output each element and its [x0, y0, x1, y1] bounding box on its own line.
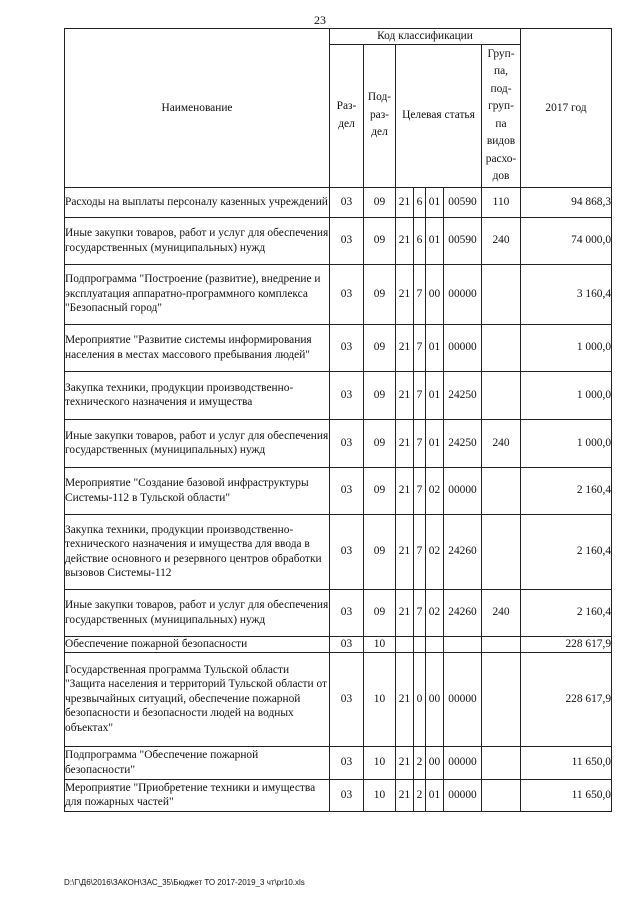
table-row: [65, 324, 612, 371]
row-expense-type: [482, 514, 521, 589]
row-amount: 2 160,4: [521, 467, 612, 514]
row-target-subprogram: 2: [414, 746, 426, 779]
row-target-subprogram: 7: [414, 324, 426, 371]
row-name: Закупка техники, продукции производственно-технического назначения и имущества для ввода в действие основного и резервного центров обработки вызовов Системы-112: [65, 514, 330, 589]
row-target-subprogram: 0: [414, 652, 426, 746]
table-row: [65, 589, 612, 636]
header-code: Код классификации: [330, 29, 521, 45]
row-target-subprogram: 7: [414, 589, 426, 636]
row-amount: 74 000,0: [521, 217, 612, 264]
table-body: [65, 187, 612, 811]
row-expense-type: 240: [482, 589, 521, 636]
row-section: 03: [330, 419, 364, 467]
row-section: 03: [330, 467, 364, 514]
header-target: Целевая статья: [396, 44, 482, 187]
row-target-program: 21: [396, 779, 414, 811]
table-row: [65, 264, 612, 324]
row-subsection: 09: [364, 419, 396, 467]
row-expense-type: [482, 324, 521, 371]
table-row: [65, 467, 612, 514]
header-year: 2017 год: [521, 29, 612, 188]
row-target-activity: 01: [426, 217, 444, 264]
row-expense-type: 240: [482, 419, 521, 467]
row-expense-type: 240: [482, 217, 521, 264]
header-section: Раз- дел: [330, 44, 364, 187]
row-amount: 2 160,4: [521, 514, 612, 589]
row-subsection: 09: [364, 371, 396, 419]
row-section: 03: [330, 187, 364, 217]
row-expense-type: [482, 746, 521, 779]
row-expense-type: 110: [482, 187, 521, 217]
row-target-subprogram: [414, 636, 426, 652]
row-target-activity: 01: [426, 187, 444, 217]
row-target-program: [396, 636, 414, 652]
page-number: 23: [314, 13, 326, 27]
row-expense-type: [482, 652, 521, 746]
row-target-program: 21: [396, 589, 414, 636]
row-section: 03: [330, 636, 364, 652]
row-target-subprogram: 2: [414, 779, 426, 811]
row-expense-type: [482, 264, 521, 324]
header-subsection: Под- раз- дел: [364, 44, 396, 187]
row-section: 03: [330, 371, 364, 419]
row-target-activity: 01: [426, 779, 444, 811]
table-row: [65, 779, 612, 811]
row-amount: 3 160,4: [521, 264, 612, 324]
row-subsection: 10: [364, 652, 396, 746]
row-target-subprogram: 6: [414, 187, 426, 217]
file-path-footer: D:\Г\Д6\2016\ЗАКОН\ЗАС_35\Бюджет ТО 2017-2019_3 чт\pr10.xls: [64, 878, 305, 887]
table-row: [65, 187, 612, 217]
row-amount: 1 000,0: [521, 419, 612, 467]
row-name: Расходы на выплаты персоналу казенных учреждений: [65, 187, 330, 217]
row-target-program: 21: [396, 217, 414, 264]
row-expense-type: [482, 779, 521, 811]
row-target-activity: 01: [426, 419, 444, 467]
header-group: Груп- па, под- груп- па видов расхо- дов: [482, 44, 521, 187]
row-amount: 1 000,0: [521, 371, 612, 419]
row-expense-type: [482, 371, 521, 419]
table-row: [65, 217, 612, 264]
budget-table: [64, 28, 612, 812]
row-subsection: 09: [364, 217, 396, 264]
row-target-program: 21: [396, 746, 414, 779]
row-name: Закупка техники, продукции производственно-технического назначения и имущества: [65, 371, 330, 419]
row-name: Иные закупки товаров, работ и услуг для обеспечения государственных (муниципальных) нужд: [65, 589, 330, 636]
table-row: [65, 371, 612, 419]
row-target-direction: 24250: [444, 371, 482, 419]
row-expense-type: [482, 467, 521, 514]
row-section: 03: [330, 746, 364, 779]
row-target-direction: 24260: [444, 589, 482, 636]
row-target-activity: 02: [426, 467, 444, 514]
header-name: Наименование: [65, 29, 330, 188]
row-section: 03: [330, 264, 364, 324]
row-name: Государственная программа Тульской области "Защита населения и территорий Тульской области от чрезвычайных ситуаций, обеспечение пожарной безопасности и безопасности людей на водных объектах": [65, 652, 330, 746]
row-target-activity: 00: [426, 264, 444, 324]
row-name: Подпрограмма "Построение (развитие), внедрение и эксплуатация аппаратно-программного комплекса "Безопасный город": [65, 264, 330, 324]
row-target-direction: 00000: [444, 652, 482, 746]
row-subsection: 09: [364, 514, 396, 589]
row-name: Обеспечение пожарной безопасности: [65, 636, 330, 652]
row-target-direction: 00000: [444, 467, 482, 514]
row-target-activity: 01: [426, 371, 444, 419]
row-subsection: 09: [364, 264, 396, 324]
row-target-direction: 00590: [444, 217, 482, 264]
row-target-activity: 00: [426, 652, 444, 746]
row-target-direction: 00000: [444, 324, 482, 371]
row-subsection: 10: [364, 746, 396, 779]
row-section: 03: [330, 514, 364, 589]
row-section: 03: [330, 217, 364, 264]
table-row: [65, 652, 612, 746]
row-target-subprogram: 6: [414, 217, 426, 264]
row-target-program: 21: [396, 514, 414, 589]
row-amount: 2 160,4: [521, 589, 612, 636]
row-target-subprogram: 7: [414, 371, 426, 419]
row-target-subprogram: 7: [414, 264, 426, 324]
row-target-direction: 24250: [444, 419, 482, 467]
row-target-direction: 00000: [444, 264, 482, 324]
table-row: [65, 636, 612, 652]
row-target-activity: 02: [426, 514, 444, 589]
row-section: 03: [330, 324, 364, 371]
row-amount: 94 868,3: [521, 187, 612, 217]
row-target-program: 21: [396, 187, 414, 217]
row-expense-type: [482, 636, 521, 652]
table-row: [65, 514, 612, 589]
row-amount: 228 617,9: [521, 636, 612, 652]
row-target-activity: [426, 636, 444, 652]
row-subsection: 09: [364, 467, 396, 514]
row-name: Мероприятие "Развитие системы информирования населения в местах массового пребывания людей": [65, 324, 330, 371]
row-name: Иные закупки товаров, работ и услуг для обеспечения государственных (муниципальных) нужд: [65, 217, 330, 264]
row-subsection: 09: [364, 589, 396, 636]
row-target-program: 21: [396, 419, 414, 467]
row-target-activity: 01: [426, 324, 444, 371]
row-target-program: 21: [396, 467, 414, 514]
row-target-activity: 02: [426, 589, 444, 636]
row-target-program: 21: [396, 324, 414, 371]
row-section: 03: [330, 652, 364, 746]
row-target-direction: [444, 636, 482, 652]
row-name: Мероприятие "Приобретение техники и имущества для пожарных частей": [65, 779, 330, 811]
row-amount: 11 650,0: [521, 779, 612, 811]
row-target-subprogram: 7: [414, 514, 426, 589]
row-name: Подпрограмма "Обеспечение пожарной безопасности": [65, 746, 330, 779]
row-section: 03: [330, 779, 364, 811]
row-target-direction: 00000: [444, 746, 482, 779]
row-target-subprogram: 7: [414, 467, 426, 514]
row-subsection: 10: [364, 779, 396, 811]
row-target-program: 21: [396, 652, 414, 746]
row-target-subprogram: 7: [414, 419, 426, 467]
row-section: 03: [330, 589, 364, 636]
row-subsection: 09: [364, 324, 396, 371]
row-amount: 228 617,9: [521, 652, 612, 746]
row-amount: 11 650,0: [521, 746, 612, 779]
row-subsection: 09: [364, 187, 396, 217]
table-row: [65, 746, 612, 779]
row-target-direction: 24260: [444, 514, 482, 589]
row-name: Мероприятие "Создание базовой инфраструктуры Системы-112 в Тульской области": [65, 467, 330, 514]
row-target-direction: 00000: [444, 779, 482, 811]
row-name: Иные закупки товаров, работ и услуг для обеспечения государственных (муниципальных) нужд: [65, 419, 330, 467]
row-target-direction: 00590: [444, 187, 482, 217]
row-subsection: 10: [364, 636, 396, 652]
row-target-activity: 00: [426, 746, 444, 779]
row-target-program: 21: [396, 264, 414, 324]
table-row: [65, 419, 612, 467]
row-target-program: 21: [396, 371, 414, 419]
row-amount: 1 000,0: [521, 324, 612, 371]
